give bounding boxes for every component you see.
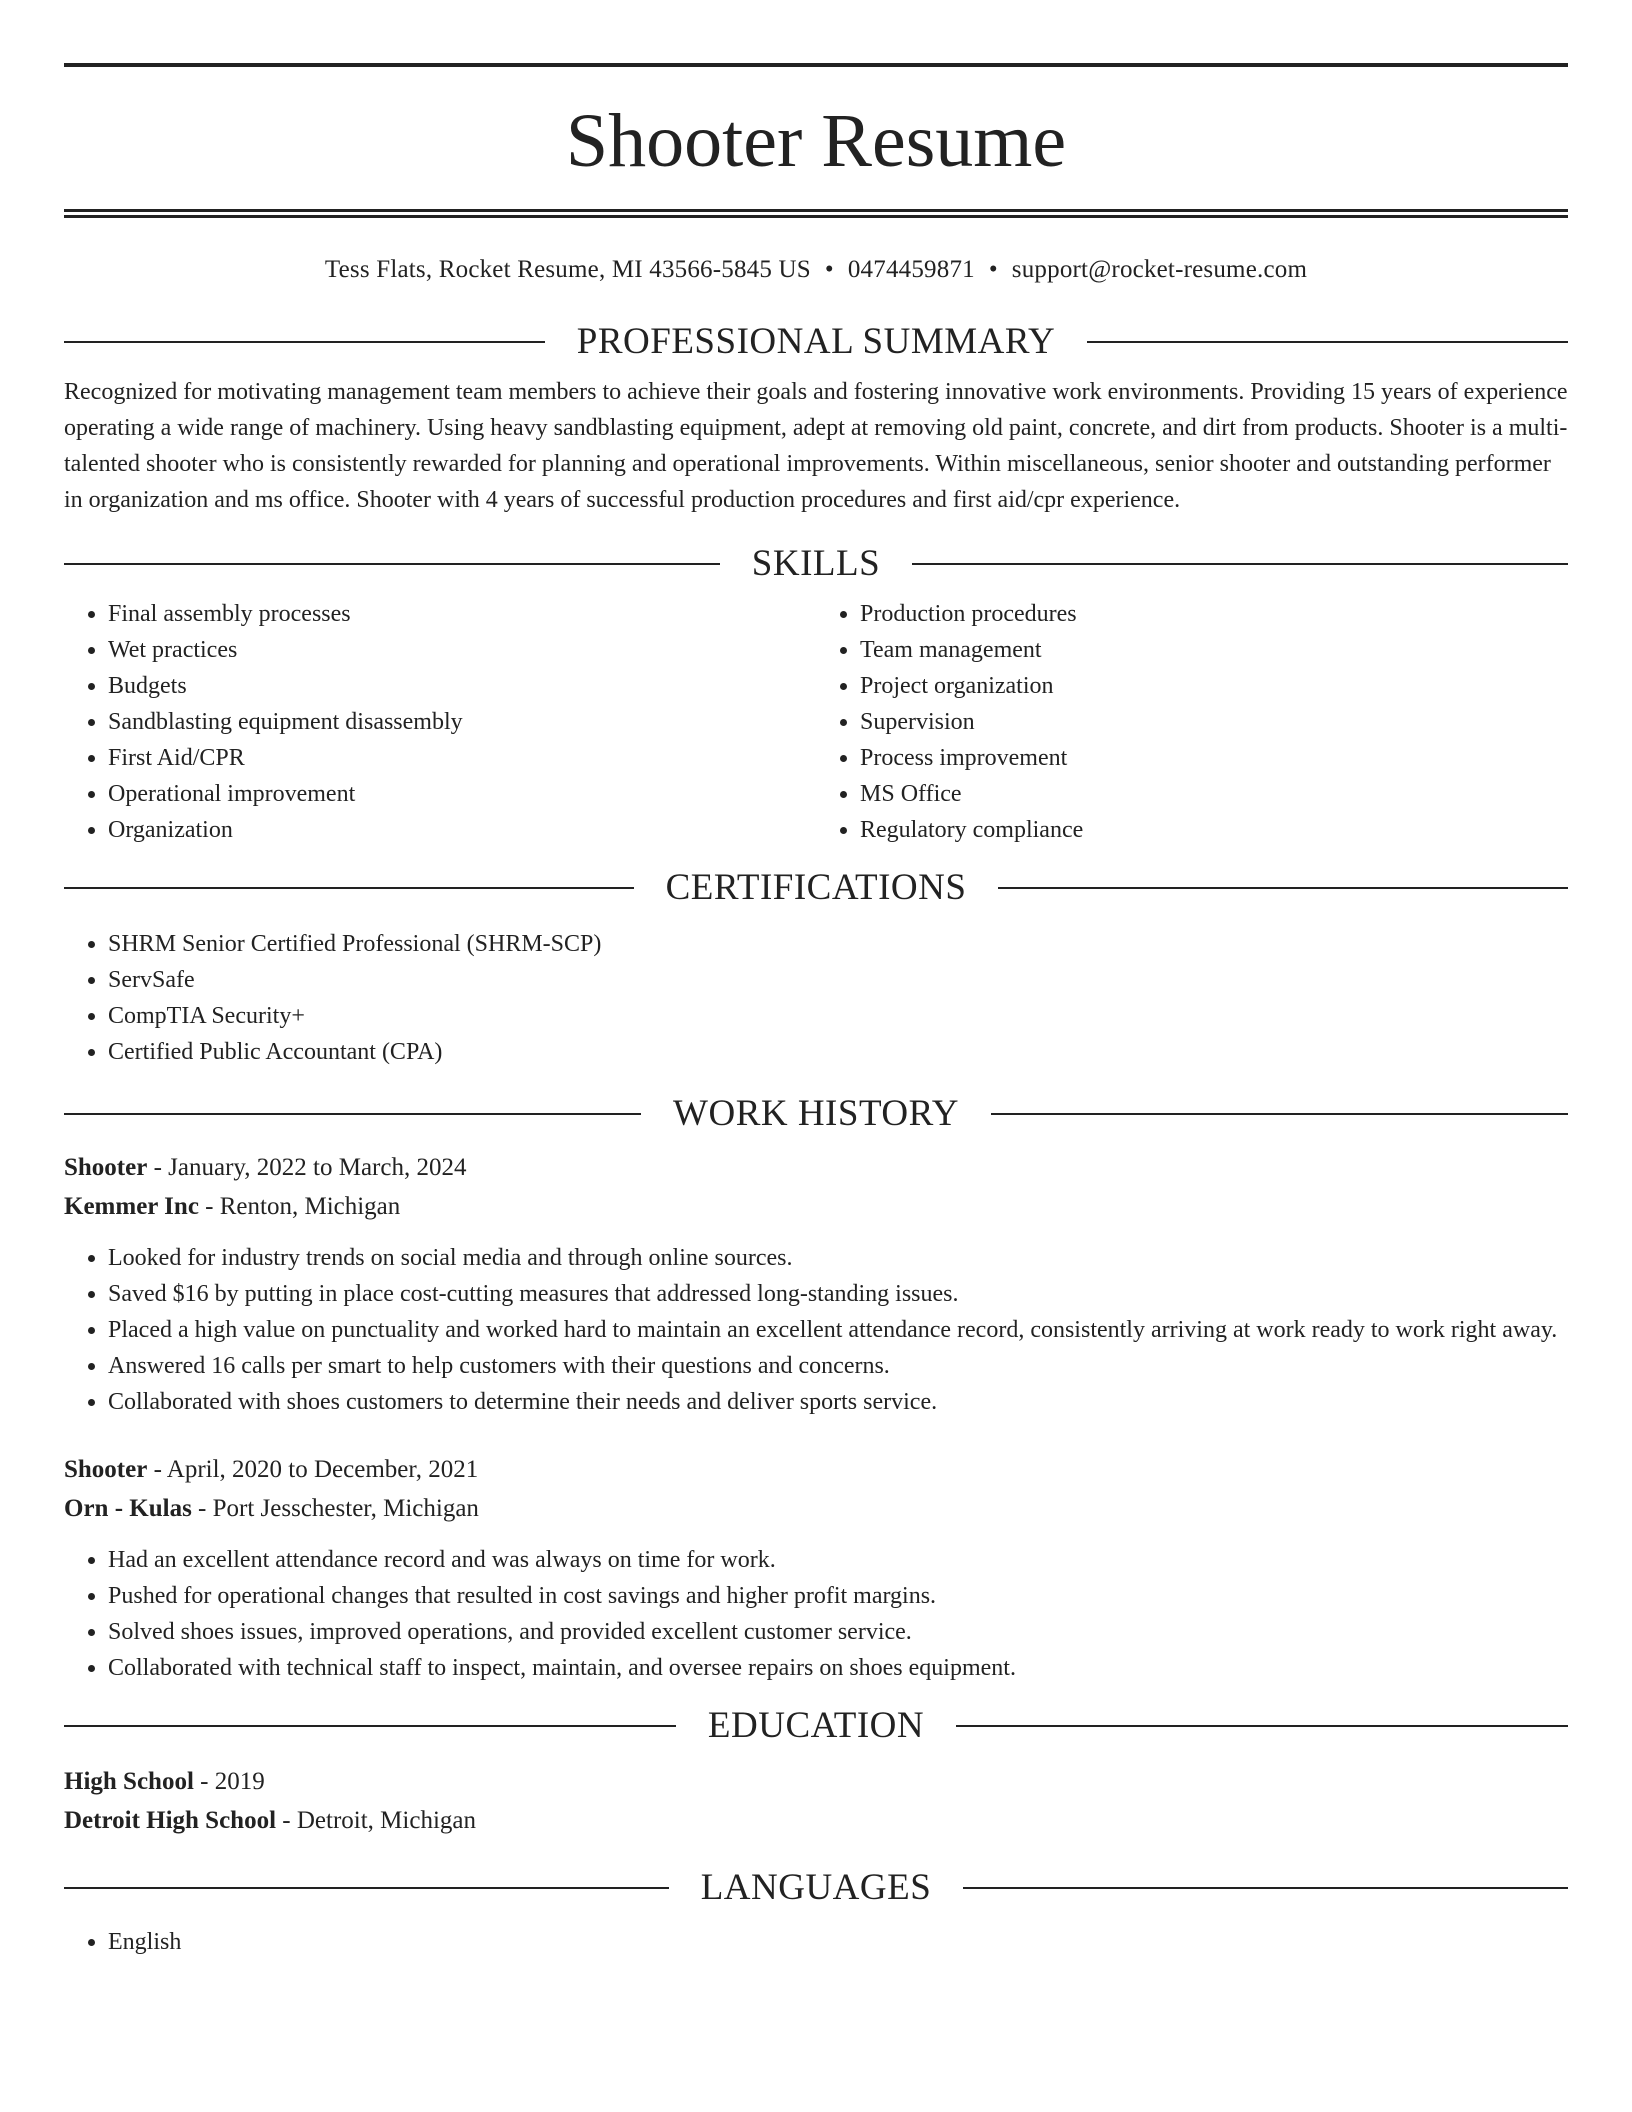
- divider-line: [64, 1887, 669, 1889]
- list-item: • Saved $16 by putting in place cost-cutting measures that addressed long-standing issues.: [108, 1276, 1568, 1312]
- list-item: • Had an excellent attendance record and was always on time for work.: [108, 1542, 1568, 1578]
- section-title: WORK HISTORY: [673, 1093, 959, 1134]
- list-item: • First Aid/CPR: [108, 740, 816, 776]
- divider-line: [912, 563, 1568, 565]
- title-double-rule: [64, 209, 1568, 218]
- list-item: • ServSafe: [108, 962, 1568, 998]
- job-company-line: [64, 1489, 1568, 1528]
- languages-list: [64, 1924, 1568, 1960]
- section-header-languages: [64, 1866, 1568, 1910]
- list-item: • Answered 16 calls per smart to help customers with their questions and concerns.: [108, 1348, 1568, 1384]
- list-item: • Collaborated with technical staff to inspect, maintain, and oversee repairs on shoes equipment.: [108, 1650, 1568, 1686]
- divider-line: [991, 1113, 1568, 1115]
- job-entry: [64, 1148, 1568, 1420]
- divider-line: [64, 341, 545, 343]
- list-item: • Certified Public Accountant (CPA): [108, 1034, 1568, 1070]
- list-item: • Sandblasting equipment disassembly: [108, 704, 816, 740]
- resume-page: [64, 0, 1568, 1960]
- education-school-line: [64, 1801, 1568, 1840]
- section-header-work: [64, 1092, 1568, 1136]
- divider-line: [1087, 341, 1568, 343]
- page-title: Shooter Resume: [565, 99, 1067, 183]
- section-title: EDUCATION: [707, 1705, 925, 1746]
- job-bullets: [64, 1542, 1568, 1686]
- list-item: • Collaborated with shoes customers to determine their needs and deliver sports service.: [108, 1384, 1568, 1420]
- summary-text: Recognized for motivating management team members to achieve their goals and fostering innovative work environments. Providing 15 years of experience operating a wide range of machinery. Using heavy sandblasting equipment, adept at removing old paint, concrete, and dirt from products. Shooter is a multi-talented shooter who is consistently rewarded for planning and operational improvements. Within miscellaneous, senior shooter and outstanding performer in organization and ms office. Shooter with 4 years of successful production procedures and first aid/cpr experience.: [64, 379, 1568, 513]
- job-company: Orn - Kulas: [64, 1495, 192, 1522]
- list-item: • Budgets: [108, 668, 816, 704]
- section-header-certifications: [64, 866, 1568, 910]
- education-entry: [64, 1762, 1568, 1840]
- job-company-line: [64, 1187, 1568, 1226]
- divider-line: [998, 887, 1568, 889]
- skills-list-left: [64, 596, 816, 848]
- divider-line: [963, 1887, 1568, 1889]
- certifications-list: [64, 926, 1568, 1070]
- education-location: - Detroit, Michigan: [276, 1807, 476, 1834]
- divider-line: [64, 887, 634, 889]
- list-item: • Team management: [860, 632, 1568, 668]
- education-year: - 2019: [193, 1768, 265, 1795]
- contact-line: [64, 256, 1568, 284]
- divider-line: [956, 1725, 1568, 1727]
- contact-separator: •: [988, 256, 998, 283]
- top-rule: [64, 63, 1568, 67]
- job-title-line: [64, 1450, 1568, 1489]
- list-item: • Process improvement: [860, 740, 1568, 776]
- divider-line: [64, 563, 720, 565]
- list-item: • Placed a high value on punctuality and worked hard to maintain an excellent attendance record, consistently arriving at work ready to work right away.: [108, 1312, 1568, 1348]
- list-item: • Project organization: [860, 668, 1568, 704]
- skills-list-right: [816, 596, 1568, 848]
- contact-email: support@rocket-resume.com: [1011, 256, 1308, 283]
- list-item: • Supervision: [860, 704, 1568, 740]
- section-header-skills: [64, 542, 1568, 586]
- job-title: Shooter: [64, 1154, 148, 1181]
- list-item: • Looked for industry trends on social media and through online sources.: [108, 1240, 1568, 1276]
- list-item: • MS Office: [860, 776, 1568, 812]
- job-company: Kemmer Inc: [64, 1193, 199, 1220]
- section-header-summary: [64, 320, 1568, 364]
- education-school: Detroit High School: [64, 1807, 277, 1834]
- section-title: PROFESSIONAL SUMMARY: [576, 321, 1056, 362]
- job-location: - Renton, Michigan: [198, 1193, 401, 1220]
- job-title: Shooter: [64, 1456, 148, 1483]
- job-dates: - April, 2020 to December, 2021: [147, 1456, 479, 1483]
- section-title: LANGUAGES: [700, 1867, 932, 1908]
- contact-phone: 0474459871: [847, 256, 975, 283]
- section-title: CERTIFICATIONS: [665, 867, 967, 908]
- job-dates: - January, 2022 to March, 2024: [147, 1154, 467, 1181]
- list-item: • English: [108, 1924, 1568, 1960]
- contact-separator: •: [824, 256, 834, 283]
- list-item: • CompTIA Security+: [108, 998, 1568, 1034]
- list-item: • Production procedures: [860, 596, 1568, 632]
- skills-columns: [64, 596, 1568, 848]
- contact-address: Tess Flats, Rocket Resume, MI 43566-5845 US: [324, 256, 811, 283]
- list-item: • Wet practices: [108, 632, 816, 668]
- list-item: • Pushed for operational changes that resulted in cost savings and higher profit margins.: [108, 1578, 1568, 1614]
- job-bullets: [64, 1240, 1568, 1420]
- list-item: • SHRM Senior Certified Professional (SHRM-SCP): [108, 926, 1568, 962]
- section-header-education: [64, 1704, 1568, 1748]
- education-degree: High School: [64, 1768, 194, 1795]
- divider-line: [64, 1725, 676, 1727]
- list-item: • Regulatory compliance: [860, 812, 1568, 848]
- job-entry: [64, 1450, 1568, 1686]
- divider-line: [64, 1113, 641, 1115]
- list-item: • Operational improvement: [108, 776, 816, 812]
- list-item: • Solved shoes issues, improved operations, and provided excellent customer service.: [108, 1614, 1568, 1650]
- job-location: - Port Jesschester, Michigan: [191, 1495, 479, 1522]
- section-title: SKILLS: [751, 543, 881, 584]
- education-degree-line: [64, 1762, 1568, 1801]
- list-item: • Final assembly processes: [108, 596, 816, 632]
- job-title-line: [64, 1148, 1568, 1187]
- list-item: • Organization: [108, 812, 816, 848]
